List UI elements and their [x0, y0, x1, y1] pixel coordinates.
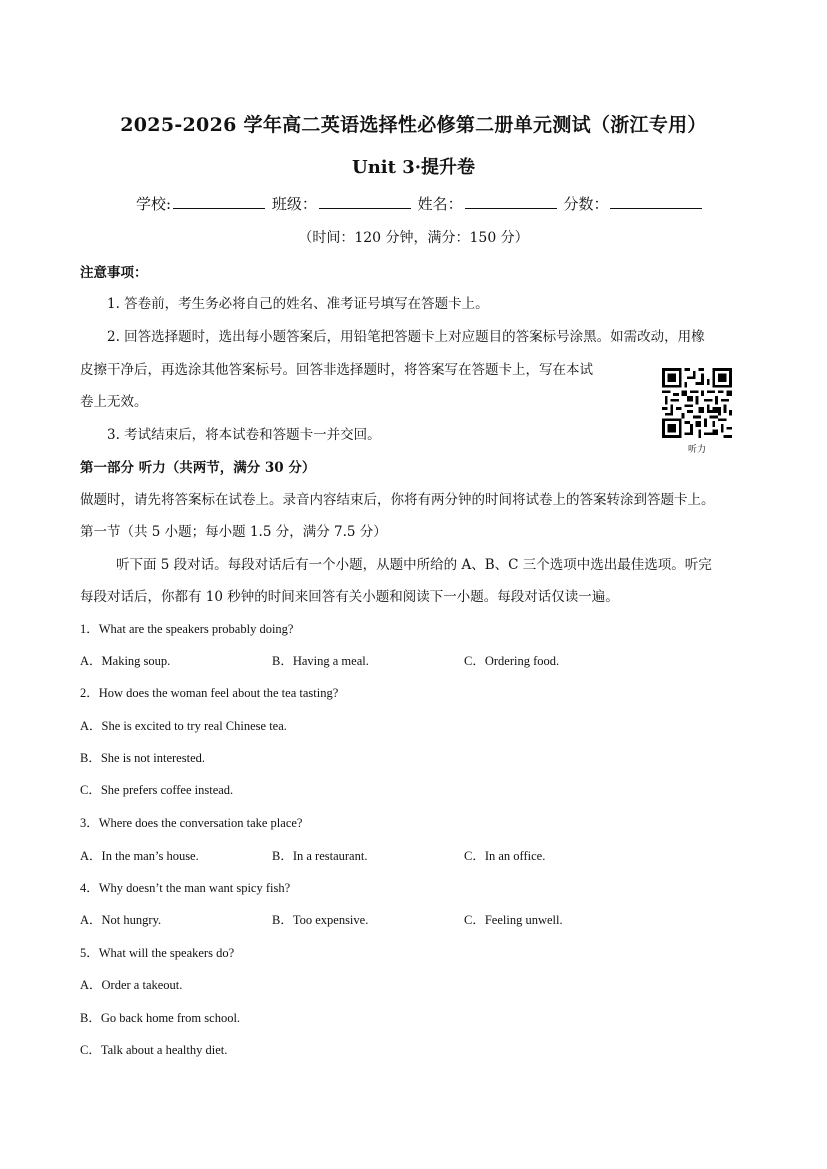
name-label: 姓名：: [417, 195, 463, 213]
question-1-option-c[interactable]: C．Ordering food.: [464, 654, 560, 668]
question-2-option-c[interactable]: C．She prefers coffee instead.: [80, 783, 234, 797]
qr-code-label: 听力: [687, 445, 706, 455]
name-blank[interactable]: [465, 194, 557, 209]
question-3-option-c[interactable]: C．In an office.: [464, 849, 546, 863]
school-label: 学校:: [136, 195, 172, 213]
question-4-option-b[interactable]: B．Too expensive.: [272, 913, 369, 927]
section1-instruction-cont: 每段对话后，你都有 10 秒钟的时间来回答有关小题和阅读下一小题。每段对话仅读一遍。: [80, 589, 619, 605]
student-info-line: [136, 193, 704, 214]
question-1-option-b[interactable]: B．Having a meal.: [272, 654, 369, 668]
question-4-option-c[interactable]: C．Feeling unwell.: [464, 913, 563, 927]
question-1-option-a[interactable]: A．Making soup.: [80, 654, 171, 668]
score-label: 分数：: [563, 195, 609, 213]
question-3-stem: 3．Where does the conversation take place?: [80, 816, 303, 830]
notes-item-3: 3. 考试结束后，将本试卷和答题卡一并交回。: [107, 427, 381, 443]
question-5-option-a[interactable]: A．Order a takeout.: [80, 978, 183, 992]
question-2-stem: 2．How does the woman feel about the tea tasting?: [80, 686, 339, 700]
page-subtitle: Unit 3·提升卷: [352, 157, 475, 178]
question-3-option-a[interactable]: A．In the man’s house.: [80, 849, 199, 863]
question-5-option-b[interactable]: B．Go back home from school.: [80, 1011, 241, 1025]
question-5-stem: 5．What will the speakers do?: [80, 946, 235, 960]
school-blank[interactable]: [173, 194, 265, 209]
qr-code-icon: [662, 368, 732, 438]
question-2-option-b[interactable]: B．She is not interested.: [80, 751, 205, 765]
question-4-stem: 4．Why doesn’t the man want spicy fish?: [80, 881, 291, 895]
part1-heading: 第一部分 听力（共两节，满分 30 分）: [80, 460, 316, 476]
notes-item-2: 2. 回答选择题时，选出每小题答案后，用铅笔把答题卡上对应题目的答案标号涂黑。如需改动，用橡: [107, 329, 705, 345]
time-note: （时间：120 分钟，满分：150 分）: [298, 230, 529, 246]
notes-item-2-cont: 皮擦干净后，再选涂其他答案标号。回答非选择题时，将答案写在答题卡上，写在本试: [80, 362, 593, 378]
class-blank[interactable]: [319, 194, 411, 209]
question-5-option-c[interactable]: C．Talk about a healthy diet.: [80, 1043, 228, 1057]
notes-item-1: 1. 答卷前，考生务必将自己的姓名、准考证号填写在答题卡上。: [107, 296, 489, 312]
part1-instruction: 做题时，请先将答案标在试卷上。录音内容结束后，你将有两分钟的时间将试卷上的答案转涂到答题卡上。: [80, 492, 715, 508]
score-blank[interactable]: [610, 194, 702, 209]
question-2-option-a[interactable]: A．She is excited to try real Chinese tea.: [80, 719, 287, 733]
question-4-option-a[interactable]: A．Not hungry.: [80, 913, 162, 927]
notes-item-2-end: 卷上无效。: [80, 394, 148, 410]
section1-instruction: 听下面 5 段对话。每段对话后有一个小题，从题中所给的 A、B、C 三个选项中选出最佳选项。听完: [116, 557, 712, 573]
section1-heading: 第一节（共 5 小题；每小题 1.5 分，满分 7.5 分）: [80, 524, 387, 540]
question-1-stem: 1．What are the speakers probably doing?: [80, 622, 294, 636]
page-title: 2025-2026 学年高二英语选择性必修第二册单元测试（浙江专用）: [120, 114, 707, 136]
notes-heading: 注意事项：: [80, 265, 148, 281]
class-label: 班级：: [271, 195, 317, 213]
question-3-option-b[interactable]: B．In a restaurant.: [272, 849, 368, 863]
